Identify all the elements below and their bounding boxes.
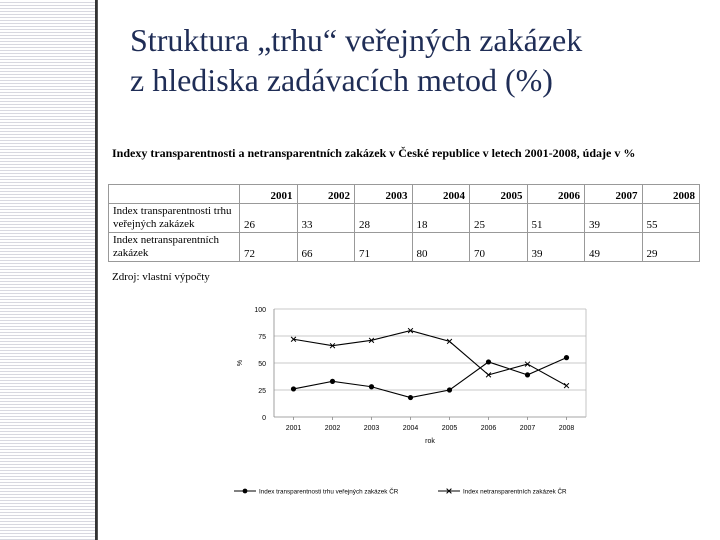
table-caption: Indexy transparentnosti a netransparentních zakázek v České republice v letech 2001-2008, údaje v % — [112, 146, 636, 160]
x-tick-label: 2008 — [558, 425, 575, 432]
table-cell: 33 — [297, 204, 355, 233]
index-table — [108, 184, 700, 262]
y-tick-label: 0 — [262, 415, 266, 422]
y-tick-label: 25 — [258, 388, 266, 395]
x-tick-label: 2003 — [363, 425, 380, 432]
x-tick-label: 2002 — [324, 425, 341, 432]
x-tick-label: 2006 — [480, 425, 497, 432]
series-line — [294, 331, 567, 386]
row-label: Index netransparentních zakázek — [109, 233, 240, 262]
data-point-dot — [369, 384, 374, 389]
decorative-side-bar — [0, 0, 98, 540]
y-tick-label: 100 — [254, 307, 266, 314]
row-label: Index transparentnosti trhu veřejných zakázek — [109, 204, 240, 233]
table-cell: 80 — [412, 233, 470, 262]
table-cell: 28 — [355, 204, 413, 233]
table-cell: 72 — [240, 233, 298, 262]
slide-title-line-1: Struktura „trhu“ veřejných zakázek — [130, 22, 583, 58]
line-chart-container — [226, 295, 594, 523]
x-tick-label: 2005 — [441, 425, 458, 432]
x-tick-label: 2004 — [402, 425, 419, 432]
y-tick-label: 50 — [258, 361, 266, 368]
table-header-empty — [109, 185, 240, 204]
year-header: 2006 — [527, 185, 585, 204]
legend-label: Index netransparentních zakázek ČR — [463, 488, 567, 496]
table-cell: 70 — [470, 233, 528, 262]
table-cell: 66 — [297, 233, 355, 262]
series-line — [294, 358, 567, 398]
slide-title-line-2: z hlediska zadávacích metod (%) — [130, 62, 553, 98]
table-row-transparency — [109, 204, 700, 233]
year-header: 2003 — [355, 185, 413, 204]
table-cell: 71 — [355, 233, 413, 262]
y-tick-label: 75 — [258, 334, 266, 341]
table-cell: 55 — [642, 204, 700, 233]
table-cell: 26 — [240, 204, 298, 233]
data-point-x — [564, 383, 569, 388]
legend-marker-dot — [243, 489, 248, 494]
table-header-row — [109, 185, 700, 204]
table-row-non-transparency — [109, 233, 700, 262]
data-point-dot — [291, 386, 296, 391]
year-header: 2002 — [297, 185, 355, 204]
data-point-dot — [564, 355, 569, 360]
year-header: 2005 — [470, 185, 528, 204]
table-cell: 49 — [585, 233, 643, 262]
data-point-dot — [330, 379, 335, 384]
data-point-dot — [525, 372, 530, 377]
table-cell: 39 — [585, 204, 643, 233]
slide-title — [130, 20, 700, 100]
data-point-dot — [447, 387, 452, 392]
y-axis-label: % — [237, 359, 244, 367]
x-tick-label: 2001 — [285, 425, 302, 432]
table-cell: 25 — [470, 204, 528, 233]
line-chart — [226, 295, 594, 523]
year-header: 2007 — [585, 185, 643, 204]
data-point-dot — [408, 395, 413, 400]
table-cell: 18 — [412, 204, 470, 233]
legend-label: Index transparentnosti trhu veřejných zakázek ČR — [259, 488, 399, 496]
table-source-note: Zdroj: vlastní výpočty — [112, 271, 210, 283]
year-header: 2001 — [240, 185, 298, 204]
x-axis-label: rok — [425, 438, 435, 445]
table-cell: 29 — [642, 233, 700, 262]
x-tick-label: 2007 — [519, 425, 536, 432]
table-cell: 51 — [527, 204, 585, 233]
year-header: 2008 — [642, 185, 700, 204]
year-header: 2004 — [412, 185, 470, 204]
table-cell: 39 — [527, 233, 585, 262]
data-point-dot — [486, 359, 491, 364]
